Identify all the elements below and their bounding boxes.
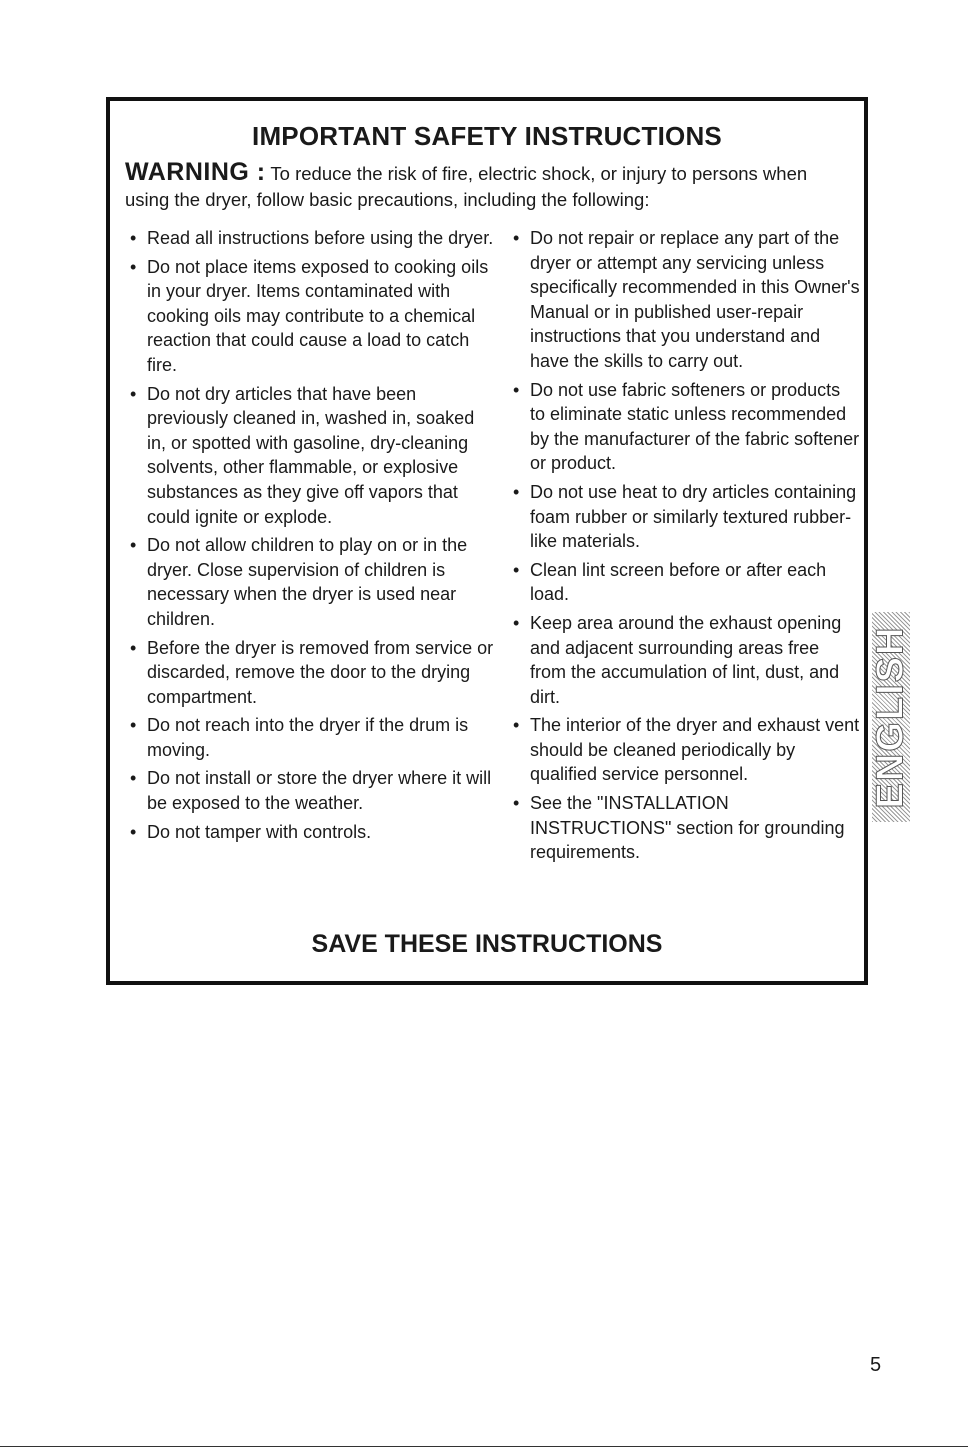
list-item: • Do not allow children to play on or in the dryer. Close supervision of children is necessary when the dryer is used near children. (127, 533, 497, 631)
safety-instructions-box (106, 97, 868, 985)
warning-label: WARNING : (125, 158, 266, 186)
list-item: • See the "INSTALLATION INSTRUCTIONS" section for grounding requirements. (510, 791, 860, 865)
list-item: • Do not install or store the dryer where it will be exposed to the weather. (127, 766, 497, 815)
save-instructions-footer: SAVE THESE INSTRUCTIONS (311, 930, 663, 958)
bottom-divider (0, 1446, 968, 1447)
list-item: • Do not reach into the dryer if the drum is moving. (127, 713, 497, 762)
warning-text: To reduce the risk of fire, electric shock, or injury to persons when using the dryer, follow basic precautions, including the following: (125, 163, 808, 210)
warning-paragraph (125, 159, 844, 213)
right-instruction-list (510, 226, 860, 869)
page-title: IMPORTANT SAFETY INSTRUCTIONS (252, 121, 722, 151)
list-item: • Do not place items exposed to cooking oils in your dryer. Items contaminated with cooking oils may contribute to a chemical reaction that could cause a load to catch fire. (127, 255, 497, 378)
list-item: • Do not dry articles that have been previously cleaned in, washed in, soaked in, or spotted with gasoline, dry-cleaning solvents, other flammable, or explosive substances as they give off vapors that could ignite or explode. (127, 382, 497, 530)
list-item: • Do not tamper with controls. (127, 820, 497, 845)
list-item: • Do not use heat to dry articles containing foam rubber or similarly textured rubber-like materials. (510, 480, 860, 554)
language-tab-label: ENGLISH (869, 625, 912, 809)
list-item: • Read all instructions before using the dryer. (127, 226, 497, 251)
left-instruction-list (127, 226, 497, 848)
list-item: • Do not use fabric softeners or products to eliminate static unless recommended by the manufacturer of the fabric softener or product. (510, 378, 860, 476)
list-item: • Keep area around the exhaust opening and adjacent surrounding areas free from the accumulation of lint, dust, and dirt. (510, 611, 860, 709)
page-number: 5 (870, 1354, 882, 1376)
language-side-tab (869, 612, 912, 822)
list-item: • The interior of the dryer and exhaust vent should be cleaned periodically by qualified service personnel. (510, 713, 860, 787)
list-item: • Before the dryer is removed from service or discarded, remove the door to the drying compartment. (127, 636, 497, 710)
list-item: • Do not repair or replace any part of the dryer or attempt any servicing unless specifically recommended in this Owner's Manual or in published user-repair instructions that you understand and have the skills to carry out. (510, 226, 860, 374)
list-item: • Clean lint screen before or after each load. (510, 558, 860, 607)
